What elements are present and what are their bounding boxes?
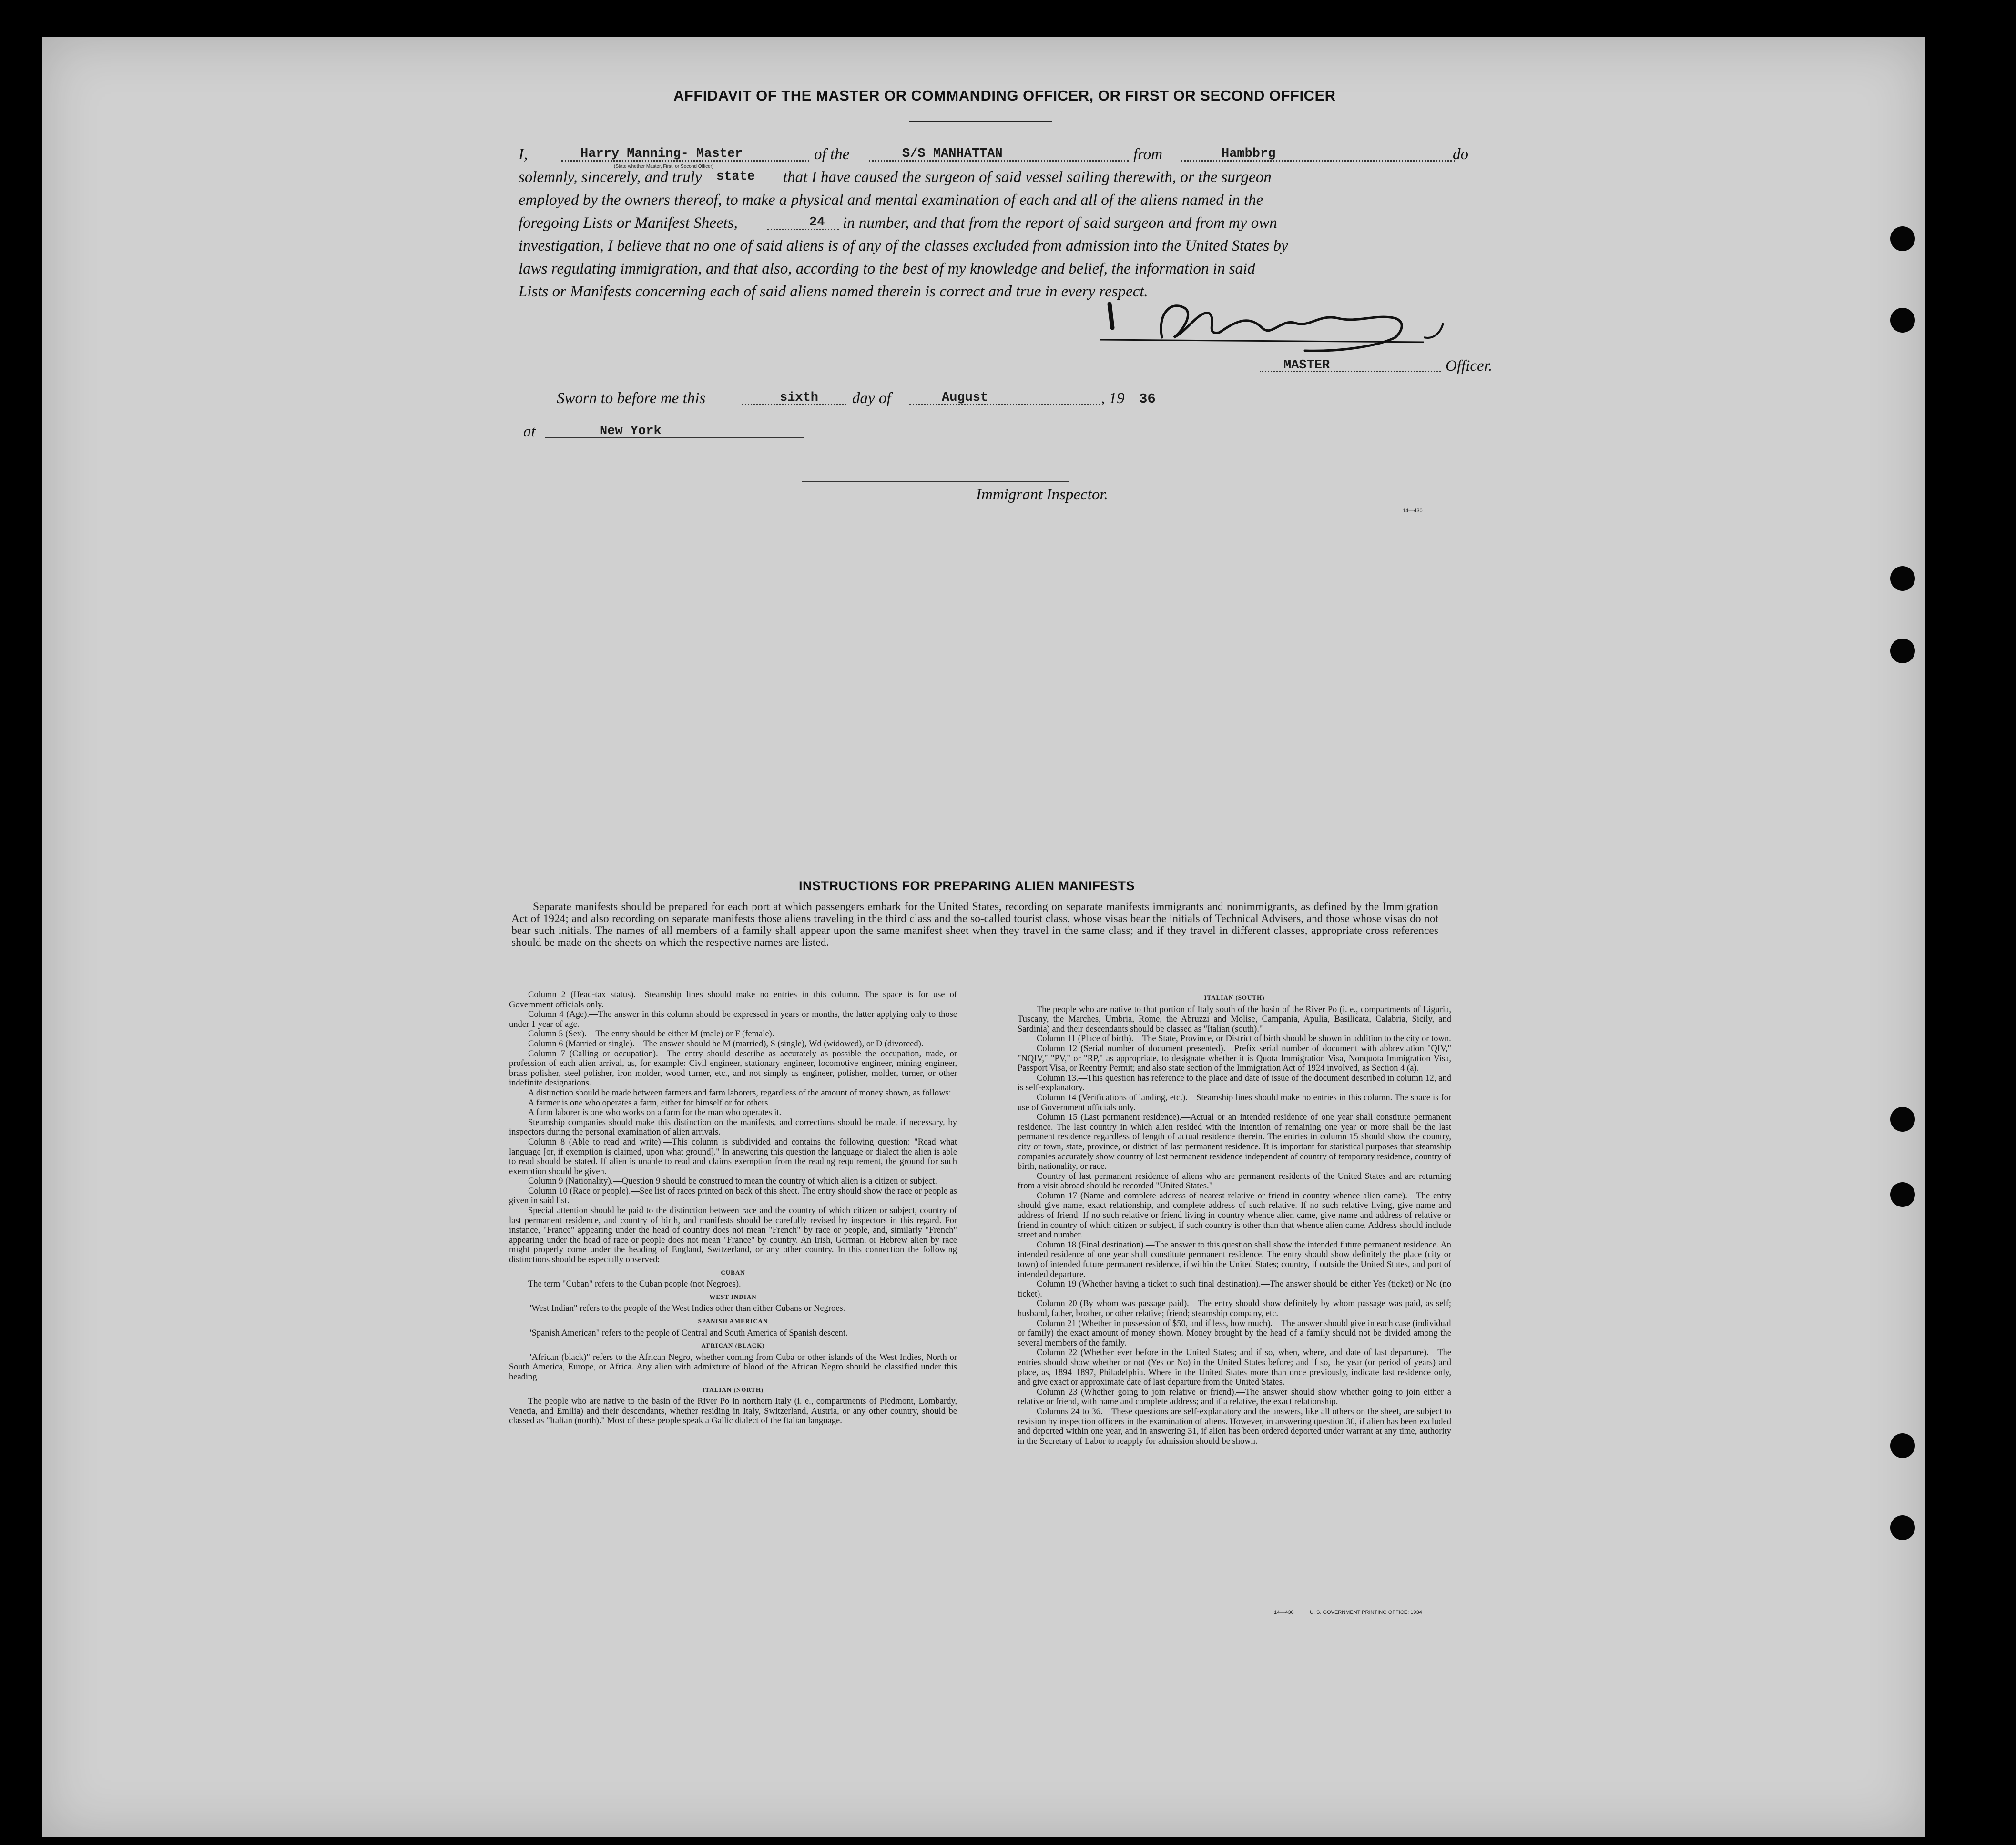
instructions-intro: Separate manifests should be prepared for each port at which passengers embark for the United States, recording on separate manifests immigrants and nonimmigrants, as defined by the Immigration Act of 1924; and also recording on separate manifests those aliens traveling in the third class and the so-called tourist class, whose visas bear the initials of Technical Advisers, and those whose visas do not bear such initials. The names of all members of a family shall appear upon the same manifest sheet when they travel in the same class; and if they travel in different classes, appropriate cross references should be made on the sheets on which the respective names are listed. [511,901,1438,949]
manifest-sheet [42,37,1925,1837]
instruction-paragraph: Column 2 (Head-tax status).—Steamship lines should make no entries in this column. The space is for use of Government officials only. [509,990,957,1010]
instruction-paragraph: A distinction should be made between farmers and farm laborers, regardless of the amount of money shown, as follows: [528,1088,951,1098]
port-of-departure: Hambbrg [1222,147,1276,161]
ship-name: S/S MANHATTAN [902,147,1003,161]
instruction-paragraph: Column 13.—This question has reference to the place and date of issue of the document described in column 12, and is self-explanatory. [1018,1073,1451,1093]
instruction-paragraph: Column 17 (Name and complete address of nearest relative or friend in country whence alien came).—The entry should give name, exact relationship, and complete address of such relative. If no such relative living, give name and address of friend. If no such relative or friend living in country whence alien came, give name and address of relative or friend in country of which citizen or subject, if such country is other than that whence alien came. Address should include street and number. [1018,1191,1451,1240]
instruction-paragraph: Column 10 (Race or people).—See list of races printed on back of this sheet. The entry should show the race or people as given in said list. [509,1186,957,1206]
instruction-paragraph: Column 4 (Age).—The answer in this column should be expressed in years or months, the latter applying only to those under 1 year of age. [509,1010,957,1029]
section-heading: CUBAN [721,1268,745,1276]
instruction-paragraph: The term "Cuban" refers to the Cuban people (not Negroes). [528,1279,741,1289]
instruction-paragraph: Column 18 (Final destination).—The answer to this question shall show the intended future permanent residence. An intended residence of one year shall constitute permanent residence. The entry should show definitely the place (city or town) of intended future permanent residence, if within the United States; country, if outside the United States, and port of intended departure. [1018,1240,1451,1279]
affidavit-text: that I have caused the surgeon of said vessel sailing therewith, or the surgeon [783,169,1272,186]
instruction-paragraph: Column 15 (Last permanent residence).—Actual or an intended residence of one year shall constitute permanent residence. The last country in which alien resided with the intention of remaining one year or more shall be the last permanent residence regardless of length of actual residence therein. The entries in column 15 should show the country, city or town, state, province, or district of last permanent residence. It is important for statistical purposes that steamship companies accurately show country of last permanent residence independent of country of temporary residence, country of birth, nationality, or race. [1018,1113,1451,1172]
punch-hole [1890,1107,1915,1132]
section-heading: SPANISH AMERICAN [698,1318,768,1325]
month-blank [909,404,1100,405]
sworn-day: sixth [780,391,819,405]
instruction-paragraph: Columns 24 to 36.—These questions are self-explanatory and the answers, like all others on the sheet, are subject to revision by inspection officers in the examination of aliens. However, in answering question 30, if alien has been excluded and deported within one year, and in answering 31, if alien has been ordered deported under warrant at any time, authority in the Secretary of Labor to reapply for admission should be shown. [1018,1407,1451,1446]
affidavit-text: at [523,423,536,440]
instruction-paragraph: Steamship companies should make this distinction on the manifests, and corrections should be made, if necessary, by inspectors during the personal examination of alien arrivals. [509,1117,957,1137]
instruction-paragraph: A farm laborer is one who works on a farm for the man who operates it. [528,1108,782,1118]
punch-hole [1890,1515,1915,1540]
officer-name: Harry Manning- Master [580,147,743,161]
affidavit-text: Officer. [1446,357,1493,375]
footer-form-number: 14—430 [1274,1610,1294,1615]
instruction-paragraph: Column 11 (Place of birth).—The State, Province, or District of birth should be shown in addition to the city or town. [1037,1034,1451,1044]
instructions-right-column [1018,990,1451,1446]
instruction-paragraph: "African (black)" refers to the African Negro, whether coming from Cuba or other islands of the West Indies, North or South America, Europe, or Africa. Any alien with admixture of blood of the African Negro should be classified under this heading. [509,1352,957,1382]
affidavit-text: day of [852,390,891,407]
affidavit-text: Sworn to before me this [557,390,706,407]
section-heading: WEST INDIAN [709,1293,757,1300]
form-number: 14—430 [1403,508,1423,514]
affidavit-text: from [1133,146,1163,163]
section-heading: AFRICAN (BLACK) [701,1342,765,1349]
instruction-paragraph: Column 22 (Whether ever before in the United States; and if so, when, where, and date of last departure).—The entries should show whether or not (Yes or No) in the United States before; and if so, the year (or period of years) and place, as, 1894–1897, Philadelphia. Where in the United States more than once previously, indicate last residence only, and give exact or approximate date of last departure from the United States. [1018,1348,1451,1388]
affidavit-text: do [1453,146,1468,163]
sworn-month: August [942,391,988,405]
sheets-blank [767,229,839,230]
instruction-paragraph: Column 21 (Whether in possession of $50, and if less, how much).—The answer should give in each case (individual or family) the exact amount of money shown. Money brought by the head of a family should not be divided among the several members of the family. [1018,1318,1451,1348]
affidavit-text: solemnly, sincerely, and truly [519,169,702,186]
punch-hole [1890,226,1915,251]
instruction-paragraph: "Spanish American" refers to the people of Central and South America of Spanish descent. [528,1328,848,1338]
affidavit-text: of the [814,146,850,163]
officer-rank: MASTER [1283,358,1330,373]
affidavit-text: laws regulating immigration, and that also, according to the best of my knowledge and belief, the information in said [519,260,1255,277]
instruction-paragraph: Column 9 (Nationality).—Question 9 should be construed to mean the country of which alien is a citizen or subject. [528,1176,937,1186]
affidavit-text: I, [519,146,528,163]
punch-hole [1890,566,1915,591]
instruction-paragraph: Column 20 (By whom was passage paid).—The entry should show definitely by whom passage was paid, as self; husband, father, brother, or other relative; friend; steamship company, etc. [1018,1299,1451,1318]
instruction-paragraph: Special attention should be paid to the distinction between race and the country of which citizen or subject, country of last permanent residence, and country of birth, and manifests should be carefully revised by inspectors in this regard. For instance, "France" appearing under the head of country does not mean "French" by race or people, and, similarly "French" appearing under the head of race or people does not mean "France" by country. An Irish, German, or Hebrew alien by race might properly come under the heading of England, Switzerland, or any other country. In this connection the following distinctions should be especially observed: [509,1206,957,1265]
affidavit-text: investigation, I believe that no one of said aliens is of any of the classes excluded from admission into the United States by [519,237,1288,254]
affidavit-text: foregoing Lists or Manifest Sheets, [519,214,738,232]
instruction-paragraph: Column 19 (Whether having a ticket to such final destination).—The answer should be either Yes (ticket) or No (no ticket). [1018,1279,1451,1299]
affidavit-verb: state [716,170,755,184]
master-signature [1090,294,1453,361]
punch-hole [1890,1182,1915,1207]
affidavit-text: , 19 [1101,390,1125,407]
instruction-paragraph: Column 14 (Verifications of landing, etc.).—Steamship lines should make no entries in this column. The space is for use of Government officials only. [1018,1093,1451,1113]
sworn-year: 36 [1139,391,1156,407]
affidavit-title: AFFIDAVIT OF THE MASTER OR COMMANDING OFFICER, OR FIRST OR SECOND OFFICER [673,87,1336,104]
affidavit-text: in number, and that from the report of said surgeon and from my own [843,214,1277,232]
sworn-place: New York [600,424,662,438]
instruction-paragraph: The people who are native to the basin of the River Po in northern Italy (i. e., compartments of Piedmont, Lombardy, Venetia, and Emilia) and their descendants, whether residing in Italy, Switzerland, Austria, or any other country, should be classed as "Italian (north)." Most of these people speak a Gallic dialect of the Italian language. [509,1397,957,1426]
footer-printing-office: U. S. GOVERNMENT PRINTING OFFICE: 1934 [1310,1610,1422,1615]
instruction-paragraph: Column 12 (Serial number of document presented).—Prefix serial number of document with abbreviation "QIV," "NQIV," "PV," or "RP," as appropriate, to designate whether it is Quota Immigration Visa, Nonquota Immigration Visa, Passport Visa, or Reentry Permit; and also state section of the Immigration Act of 1924 involved, as Section 4 (a). [1018,1044,1451,1074]
instructions-title: INSTRUCTIONS FOR PREPARING ALIEN MANIFESTS [799,879,1135,893]
affidavit-text: employed by the owners thereof, to make a physical and mental examination of each and all of the aliens named in the [519,192,1263,209]
instruction-paragraph: The people who are native to that portion of Italy south of the basin of the River Po (i. e., compartments of Liguria, Tuscany, the Marches, Umbria, Rome, the Abruzzi and Molise, Campania, Apulia, Basilicata, Calabria, Sicily, and Sardinia) and their descendants should be classed as "Italian (south)." [1018,1004,1451,1034]
inspector-label: Immigrant Inspector. [976,486,1108,503]
inspector-signature-line [802,481,1069,482]
instruction-paragraph: Column 23 (Whether going to join relative or friend).—The answer should show whether going to join either a relative or friend, with name and complete address; and if a relative, the exact relationship. [1018,1387,1451,1407]
officer-rank-note: (State whether Master, First, or Second Officer) [614,164,714,169]
punch-hole [1890,639,1915,663]
instruction-paragraph: Country of last permanent residence of aliens who are permanent residents of the United States and are returning from a visit abroad should be recorded "United States." [1018,1171,1451,1191]
place-blank [545,437,804,438]
section-heading: ITALIAN (SOUTH) [1204,994,1265,1001]
punch-hole [1890,1433,1915,1458]
instruction-paragraph: A farmer is one who operates a farm, either for himself or for others. [528,1098,771,1108]
sheet-count: 24 [809,215,825,230]
section-heading: ITALIAN (NORTH) [702,1386,764,1393]
instruction-paragraph: Column 6 (Married or single).—The answer should be M (married), S (single), Wd (widowed), or D (divorced). [528,1039,924,1049]
instruction-paragraph: Column 8 (Able to read and write).—This column is subdivided and contains the following question: "Read what language [or, if exemption is claimed, upon what ground]." In answering this question the language or dialect the alien is able to read should be stated. If alien is unable to read and claims exemption from the reading requirement, the ground for such exemption should be given. [509,1137,957,1176]
instruction-paragraph: "West Indian" refers to the people of the West Indies other than either Cubans or Negroes. [528,1304,845,1314]
title-rule [909,121,1052,122]
instruction-paragraph: Column 5 (Sex).—The entry should be either M (male) or F (female). [528,1029,774,1039]
affidavit-text: Lists or Manifests concerning each of said aliens named therein is correct and true in every respect. [519,283,1148,300]
punch-hole [1890,308,1915,333]
instructions-left-column [509,990,957,1426]
instruction-paragraph: Column 7 (Calling or occupation).—The entry should describe as accurately as possible the occupation, trade, or profession of each alien arrival, as, for example: Civil engineer, stationary engineer, locomotive engineer, mining engineer, brass polisher, steel polisher, iron molder, wood turner, etc., and not simply as engineer, polisher, molder, turner, or other indefinite designations. [509,1049,957,1088]
